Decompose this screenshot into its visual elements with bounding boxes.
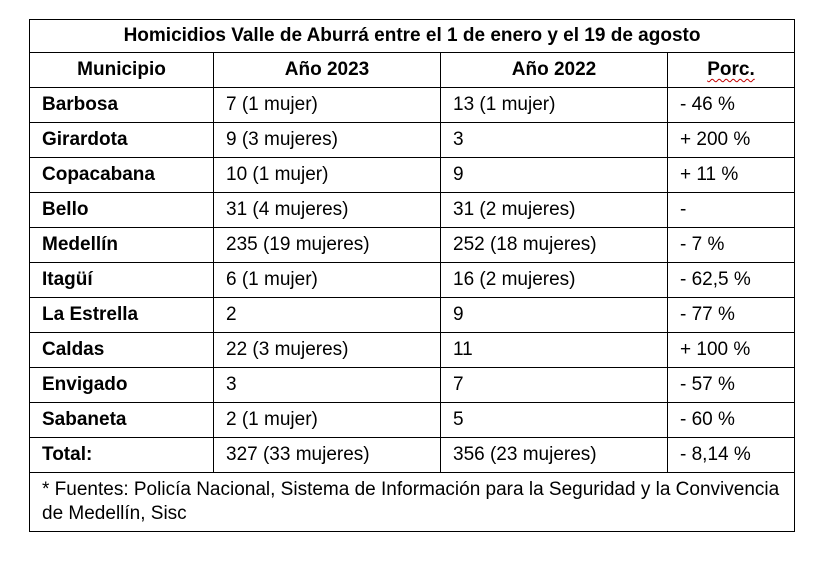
cell-porc: - 46 % — [668, 88, 795, 123]
header-year-2023: Año 2023 — [214, 53, 441, 88]
homicide-table — [29, 19, 795, 532]
header-porc — [668, 53, 795, 88]
header-porc-label: Porc. — [707, 59, 755, 80]
table-row — [30, 123, 795, 158]
total-row — [30, 438, 795, 473]
cell-municipio: Copacabana — [30, 158, 214, 193]
cell-2022: 31 (2 mujeres) — [441, 193, 668, 228]
total-2023: 327 (33 mujeres) — [214, 438, 441, 473]
title-row — [30, 20, 795, 53]
cell-porc: + 100 % — [668, 333, 795, 368]
table-row — [30, 228, 795, 263]
cell-porc: - 60 % — [668, 403, 795, 438]
cell-municipio: Barbosa — [30, 88, 214, 123]
cell-porc: - — [668, 193, 795, 228]
cell-porc: + 200 % — [668, 123, 795, 158]
total-label: Total: — [30, 438, 214, 473]
cell-2022: 16 (2 mujeres) — [441, 263, 668, 298]
table-row — [30, 368, 795, 403]
cell-2022: 5 — [441, 403, 668, 438]
cell-2022: 3 — [441, 123, 668, 158]
cell-municipio: Medellín — [30, 228, 214, 263]
cell-2023: 22 (3 mujeres) — [214, 333, 441, 368]
cell-municipio: La Estrella — [30, 298, 214, 333]
total-porc: - 8,14 % — [668, 438, 795, 473]
footnote-row — [30, 473, 795, 532]
table-row — [30, 158, 795, 193]
cell-porc: - 57 % — [668, 368, 795, 403]
cell-2023: 10 (1 mujer) — [214, 158, 441, 193]
table-row — [30, 403, 795, 438]
table-row — [30, 193, 795, 228]
table-title: Homicidios Valle de Aburrá entre el 1 de enero y el 19 de agosto — [30, 20, 795, 53]
cell-2023: 2 (1 mujer) — [214, 403, 441, 438]
cell-municipio: Sabaneta — [30, 403, 214, 438]
cell-2023: 2 — [214, 298, 441, 333]
cell-porc: - 77 % — [668, 298, 795, 333]
table-row — [30, 263, 795, 298]
header-year-2022: Año 2022 — [441, 53, 668, 88]
table-row — [30, 298, 795, 333]
cell-porc: - 7 % — [668, 228, 795, 263]
homicide-table-container — [29, 19, 794, 532]
cell-2022: 9 — [441, 158, 668, 193]
header-municipio: Municipio — [30, 53, 214, 88]
cell-2023: 31 (4 mujeres) — [214, 193, 441, 228]
cell-2023: 7 (1 mujer) — [214, 88, 441, 123]
cell-2023: 235 (19 mujeres) — [214, 228, 441, 263]
cell-2022: 11 — [441, 333, 668, 368]
header-row — [30, 53, 795, 88]
total-2022: 356 (23 mujeres) — [441, 438, 668, 473]
table-row — [30, 88, 795, 123]
cell-porc: + 11 % — [668, 158, 795, 193]
cell-2022: 9 — [441, 298, 668, 333]
cell-2023: 3 — [214, 368, 441, 403]
table-row — [30, 333, 795, 368]
cell-municipio: Girardota — [30, 123, 214, 158]
cell-municipio: Caldas — [30, 333, 214, 368]
cell-2022: 7 — [441, 368, 668, 403]
cell-municipio: Envigado — [30, 368, 214, 403]
cell-2023: 9 (3 mujeres) — [214, 123, 441, 158]
cell-porc: - 62,5 % — [668, 263, 795, 298]
cell-municipio: Itagüí — [30, 263, 214, 298]
cell-municipio: Bello — [30, 193, 214, 228]
cell-2022: 13 (1 mujer) — [441, 88, 668, 123]
cell-2023: 6 (1 mujer) — [214, 263, 441, 298]
sources-footnote: * Fuentes: Policía Nacional, Sistema de Información para la Seguridad y la Convivencia de Medellín, Sisc — [30, 473, 795, 532]
cell-2022: 252 (18 mujeres) — [441, 228, 668, 263]
